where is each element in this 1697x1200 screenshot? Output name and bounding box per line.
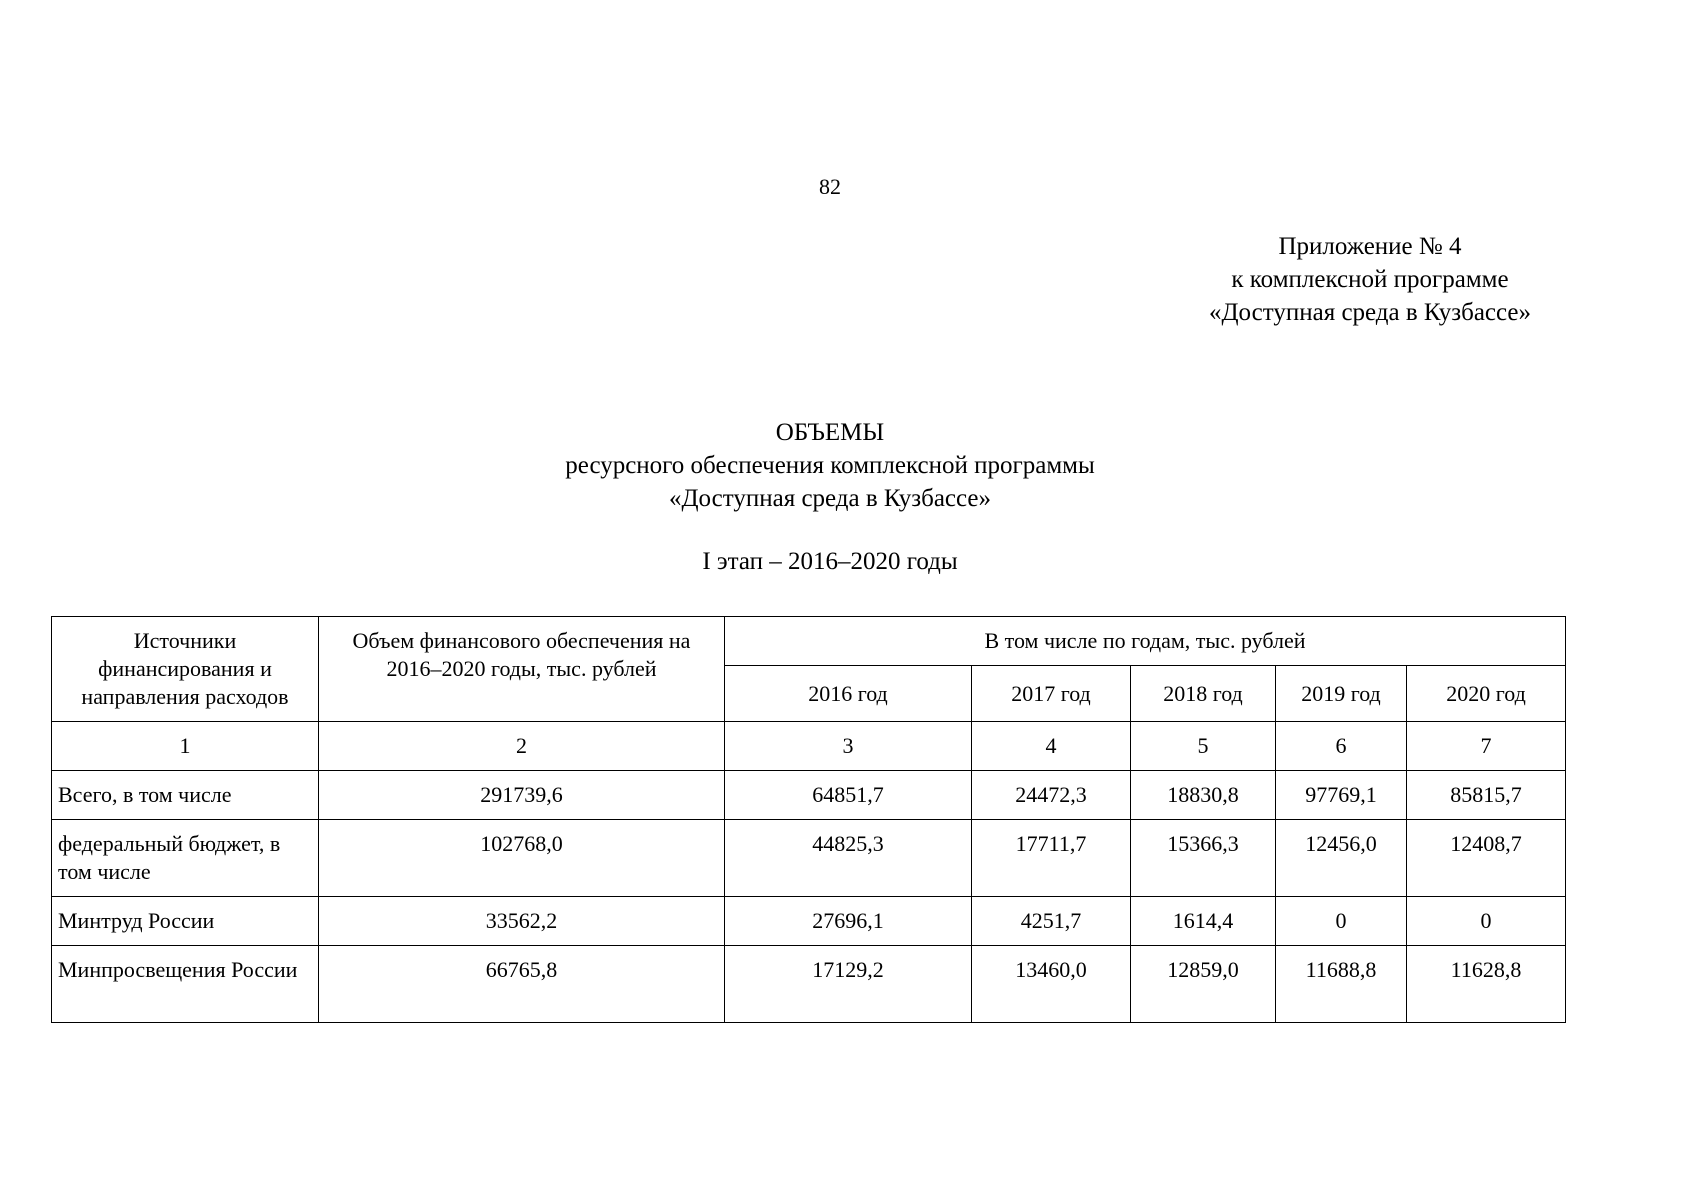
table-row <box>52 897 1566 946</box>
column-number: 6 <box>1276 722 1407 771</box>
cell-2019: 97769,1 <box>1276 771 1407 820</box>
header-total-volume: Объем финансового обеспечения на 2016–2020 годы, тыс. рублей <box>319 617 725 722</box>
title-line-3: «Доступная среда в Кузбассе» <box>668 485 992 512</box>
row-label: Минпросвещения России <box>52 946 319 1023</box>
column-number: 1 <box>52 722 319 771</box>
column-number-row <box>52 722 1566 771</box>
cell-total: 66765,8 <box>319 946 725 1023</box>
row-label: Минтруд России <box>52 897 319 946</box>
cell-2019: 11688,8 <box>1276 946 1407 1023</box>
table-row <box>52 820 1566 897</box>
cell-2018: 1614,4 <box>1131 897 1276 946</box>
cell-total: 291739,6 <box>319 771 725 820</box>
row-label: федеральный бюджет, в том числе <box>52 820 319 897</box>
cell-2017: 17711,7 <box>972 820 1131 897</box>
column-number: 3 <box>725 722 972 771</box>
appendix-line-1: Приложение № 4 <box>1278 233 1462 260</box>
cell-2020: 12408,7 <box>1407 820 1566 897</box>
cell-2019: 12456,0 <box>1276 820 1407 897</box>
appendix-line-3: «Доступная среда в Кузбассе» <box>1208 299 1532 326</box>
cell-2020: 85815,7 <box>1407 771 1566 820</box>
cell-2016: 17129,2 <box>725 946 972 1023</box>
cell-2017: 4251,7 <box>972 897 1131 946</box>
column-number: 7 <box>1407 722 1566 771</box>
cell-2016: 44825,3 <box>725 820 972 897</box>
header-year-2020: 2020 год <box>1407 666 1566 722</box>
header-year-2016: 2016 год <box>725 666 972 722</box>
column-number: 2 <box>319 722 725 771</box>
table-row <box>52 946 1566 1023</box>
cell-2016: 27696,1 <box>725 897 972 946</box>
appendix-note <box>1160 230 1580 329</box>
cell-2019: 0 <box>1276 897 1407 946</box>
cell-2018: 18830,8 <box>1131 771 1276 820</box>
cell-2018: 15366,3 <box>1131 820 1276 897</box>
cell-2016: 64851,7 <box>725 771 972 820</box>
appendix-line-2: к комплексной программе <box>1231 266 1509 293</box>
cell-2017: 24472,3 <box>972 771 1131 820</box>
stage-subtitle: I этап – 2016–2020 годы <box>702 548 958 575</box>
table-row <box>52 771 1566 820</box>
title-line-2: ресурсного обеспечения комплексной программы <box>565 452 1095 479</box>
column-number: 4 <box>972 722 1131 771</box>
cell-2020: 11628,8 <box>1407 946 1566 1023</box>
cell-total: 102768,0 <box>319 820 725 897</box>
row-label: Всего, в том числе <box>52 771 319 820</box>
header-sources: Источники финансирования и направления расходов <box>52 617 319 722</box>
title-line-1: ОБЪЕМЫ <box>775 419 885 446</box>
cell-2018: 12859,0 <box>1131 946 1276 1023</box>
header-year-2017: 2017 год <box>972 666 1131 722</box>
cell-2020: 0 <box>1407 897 1566 946</box>
document-title <box>0 416 1660 515</box>
page-number: 82 <box>819 174 841 199</box>
cell-2017: 13460,0 <box>972 946 1131 1023</box>
budget-table <box>51 616 1566 1023</box>
header-year-2018: 2018 год <box>1131 666 1276 722</box>
header-year-2019: 2019 год <box>1276 666 1407 722</box>
column-number: 5 <box>1131 722 1276 771</box>
header-by-year: В том числе по годам, тыс. рублей <box>725 617 1566 666</box>
cell-total: 33562,2 <box>319 897 725 946</box>
